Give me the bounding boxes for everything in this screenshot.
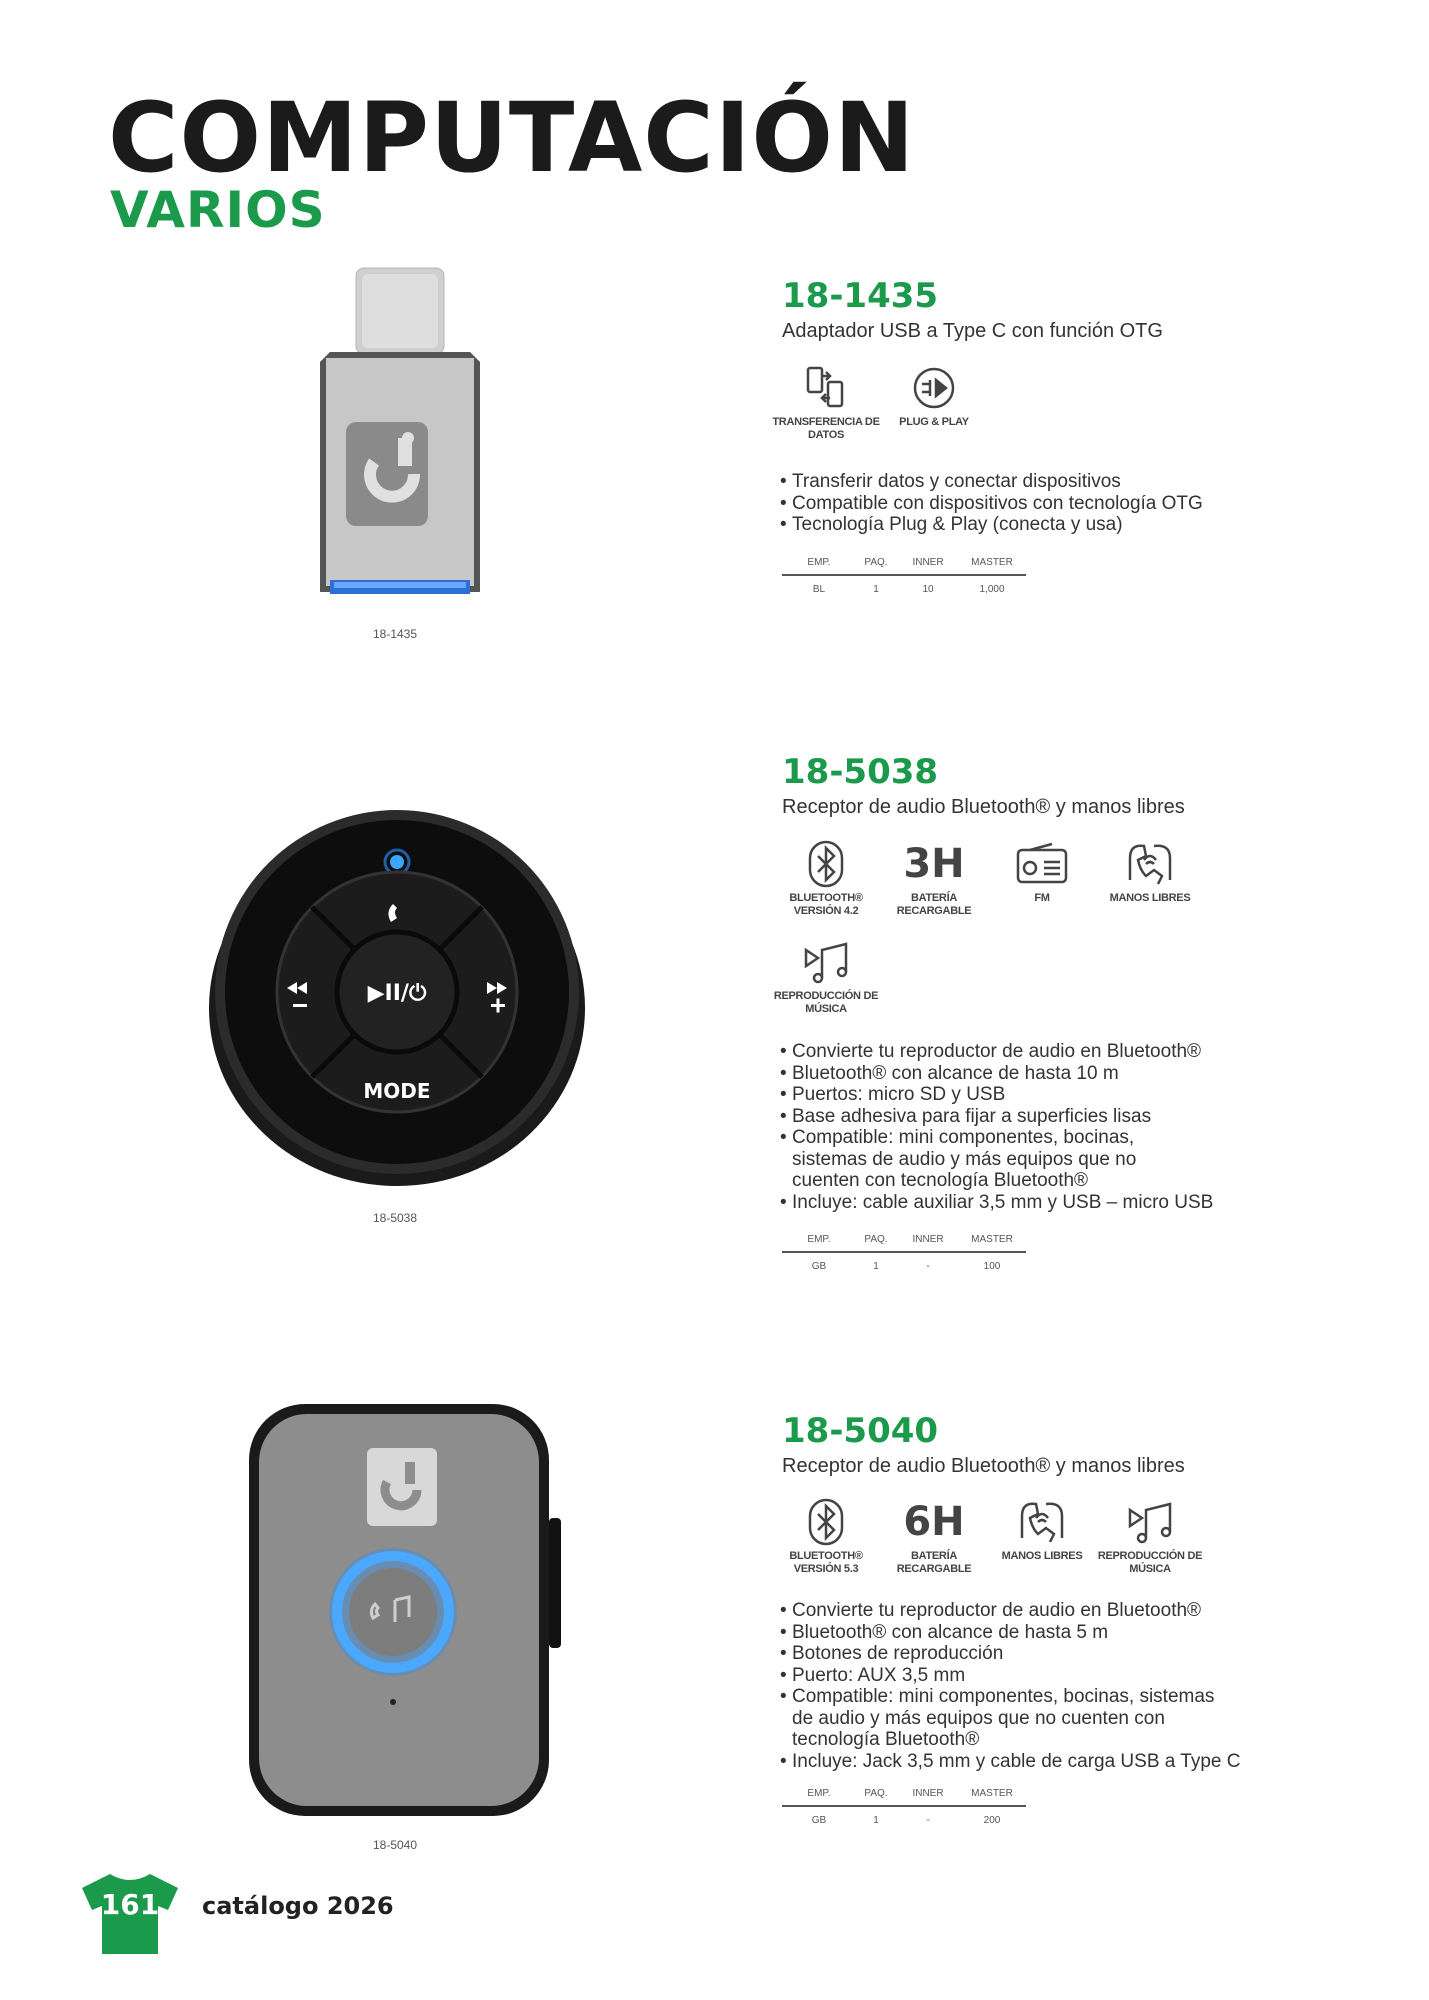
plug-play-icon [880, 360, 988, 416]
image-caption: 18-5038 [372, 1211, 418, 1225]
feature-label: BATERÍA RECARGABLE [896, 892, 972, 917]
packaging-header [782, 1234, 1026, 1253]
packaging-header-cell: MASTER [971, 557, 1013, 568]
feature-bullets [780, 1600, 1250, 1772]
packaging-cell: 1 [873, 1261, 879, 1272]
feature-label: FM [1034, 892, 1050, 904]
music-icon [1096, 1494, 1204, 1550]
feature-label: MANOS LIBRES [1109, 892, 1191, 904]
packaging-cell: BL [812, 584, 826, 595]
packaging-cell: GB [811, 1815, 827, 1826]
feature-bullets [780, 1041, 1250, 1213]
feature-item [772, 934, 880, 1016]
packaging-cell: 1 [873, 584, 879, 595]
feature-item [772, 1494, 880, 1576]
battery-glyph: 6H [903, 1499, 965, 1545]
packaging-header-cell: INNER [912, 1234, 944, 1245]
feature-item [880, 1494, 988, 1576]
usb-adapter-image [300, 262, 500, 622]
feature-label: TRANSFERENCIA DE DATOS [772, 416, 880, 441]
feature-icons [772, 836, 1232, 1032]
page-number: 161 [100, 1888, 160, 1921]
play-pause-label: ▶II/⏻ [367, 981, 427, 1006]
bullet-item: • Compatible con dispositivos con tecnología OTG [780, 493, 1250, 515]
feature-label: BLUETOOTH® VERSIÓN 5.3 [789, 1550, 863, 1575]
packaging-header-cell: EMP. [807, 1788, 831, 1799]
packaging-header [782, 1788, 1026, 1807]
packaging-cell: - [926, 1815, 930, 1826]
packaging-row [782, 576, 1026, 595]
feature-label: BLUETOOTH® VERSIÓN 4.2 [789, 892, 863, 917]
packaging-header-cell: MASTER [971, 1788, 1013, 1799]
feature-item [880, 836, 988, 918]
bullet-item: • Incluye: Jack 3,5 mm y cable de carga USB a Type C [780, 1751, 1250, 1773]
battery-6h-icon [880, 1494, 988, 1550]
feature-bullets [780, 471, 1250, 536]
square-receiver-image [245, 1400, 565, 1820]
bullet-item: • Convierte tu reproductor de audio en Bluetooth® [780, 1600, 1250, 1622]
feature-item [880, 360, 988, 442]
packaging-header-cell: INNER [912, 1788, 944, 1799]
feature-icons [772, 360, 1232, 458]
bullet-item: • Compatible: mini componentes, bocinas, sistemas de audio y más equipos que no cuenten con tecnología Bluetooth® [780, 1686, 1232, 1751]
feature-icons [772, 1494, 1232, 1592]
bullet-item: • Incluye: cable auxiliar 3,5 mm y USB – micro USB [780, 1192, 1250, 1214]
packaging-cell: 100 [983, 1261, 1001, 1272]
packaging-cell: 10 [922, 584, 934, 595]
product-code: 18-1435 [782, 276, 939, 316]
packaging-row [782, 1807, 1026, 1826]
battery-glyph: 3H [903, 841, 965, 887]
bullet-item: • Puertos: micro SD y USB [780, 1084, 1250, 1106]
mode-label: MODE [363, 1079, 431, 1103]
product-description: Receptor de audio Bluetooth® y manos libres [782, 1455, 1185, 1477]
catalog-label: catálogo 2026 [202, 1892, 394, 1920]
hands-free-icon [1096, 836, 1204, 892]
packaging-cell: 200 [983, 1815, 1001, 1826]
music-icon [772, 934, 880, 990]
bullet-item: • Transferir datos y conectar dispositivos [780, 471, 1250, 493]
bluetooth-icon [772, 836, 880, 892]
bullet-item: • Tecnología Plug & Play (conecta y usa) [780, 514, 1250, 536]
bluetooth-icon [772, 1494, 880, 1550]
bullet-item: • Convierte tu reproductor de audio en Bluetooth® [780, 1041, 1250, 1063]
packaging-cell: 1,000 [979, 584, 1005, 595]
hands-free-icon [988, 1494, 1096, 1550]
packaging-table [782, 1788, 1026, 1826]
product-code: 18-5038 [782, 752, 939, 792]
packaging-header [782, 557, 1026, 576]
battery-3h-icon [880, 836, 988, 892]
bullet-item: • Botones de reproducción [780, 1643, 1250, 1665]
product-description: Adaptador USB a Type C con función OTG [782, 320, 1163, 342]
section-subtitle: VARIOS [110, 181, 326, 239]
feature-label: REPRODUCCIÓN DE MÚSICA [1097, 1550, 1203, 1575]
packaging-header-cell: MASTER [971, 1234, 1013, 1245]
product-code: 18-5040 [782, 1411, 939, 1451]
packaging-header-cell: EMP. [807, 1234, 831, 1245]
data-transfer-icon [772, 360, 880, 416]
bullet-item: • Bluetooth® con alcance de hasta 5 m [780, 1622, 1250, 1644]
page-title: COMPUTACIÓN [108, 82, 916, 194]
packaging-table [782, 1234, 1026, 1272]
packaging-table [782, 557, 1026, 595]
feature-label: REPRODUCCIÓN DE MÚSICA [773, 990, 879, 1015]
packaging-header-cell: EMP. [807, 557, 831, 568]
packaging-cell: GB [811, 1261, 827, 1272]
bullet-item: • Puerto: AUX 3,5 mm [780, 1665, 1250, 1687]
feature-label: PLUG & PLAY [899, 416, 969, 428]
packaging-header-cell: PAQ. [864, 1788, 888, 1799]
packaging-header-cell: PAQ. [864, 1234, 888, 1245]
feature-item [1096, 836, 1204, 918]
packaging-header-cell: INNER [912, 557, 944, 568]
feature-item [988, 836, 1096, 918]
bullet-item: • Bluetooth® con alcance de hasta 10 m [780, 1063, 1250, 1085]
feature-label: BATERÍA RECARGABLE [896, 1550, 972, 1575]
packaging-row [782, 1253, 1026, 1272]
packaging-header-cell: PAQ. [864, 557, 888, 568]
packaging-cell: 1 [873, 1815, 879, 1826]
image-caption: 18-5040 [372, 1838, 418, 1852]
image-caption: 18-1435 [372, 627, 418, 641]
bullet-item: • Base adhesiva para fijar a superficies lisas [780, 1106, 1250, 1128]
radio-fm-icon [988, 836, 1096, 892]
packaging-cell: - [926, 1261, 930, 1272]
round-receiver-image [205, 808, 590, 1193]
feature-item [772, 836, 880, 918]
feature-item [1096, 1494, 1204, 1576]
bullet-item: • Compatible: mini componentes, bocinas, sistemas de audio y más equipos que no cuenten con tecnología Bluetooth® [780, 1127, 1162, 1192]
feature-label: MANOS LIBRES [1001, 1550, 1083, 1562]
feature-item [772, 360, 880, 442]
feature-item [988, 1494, 1096, 1576]
product-description: Receptor de audio Bluetooth® y manos libres [782, 796, 1185, 818]
